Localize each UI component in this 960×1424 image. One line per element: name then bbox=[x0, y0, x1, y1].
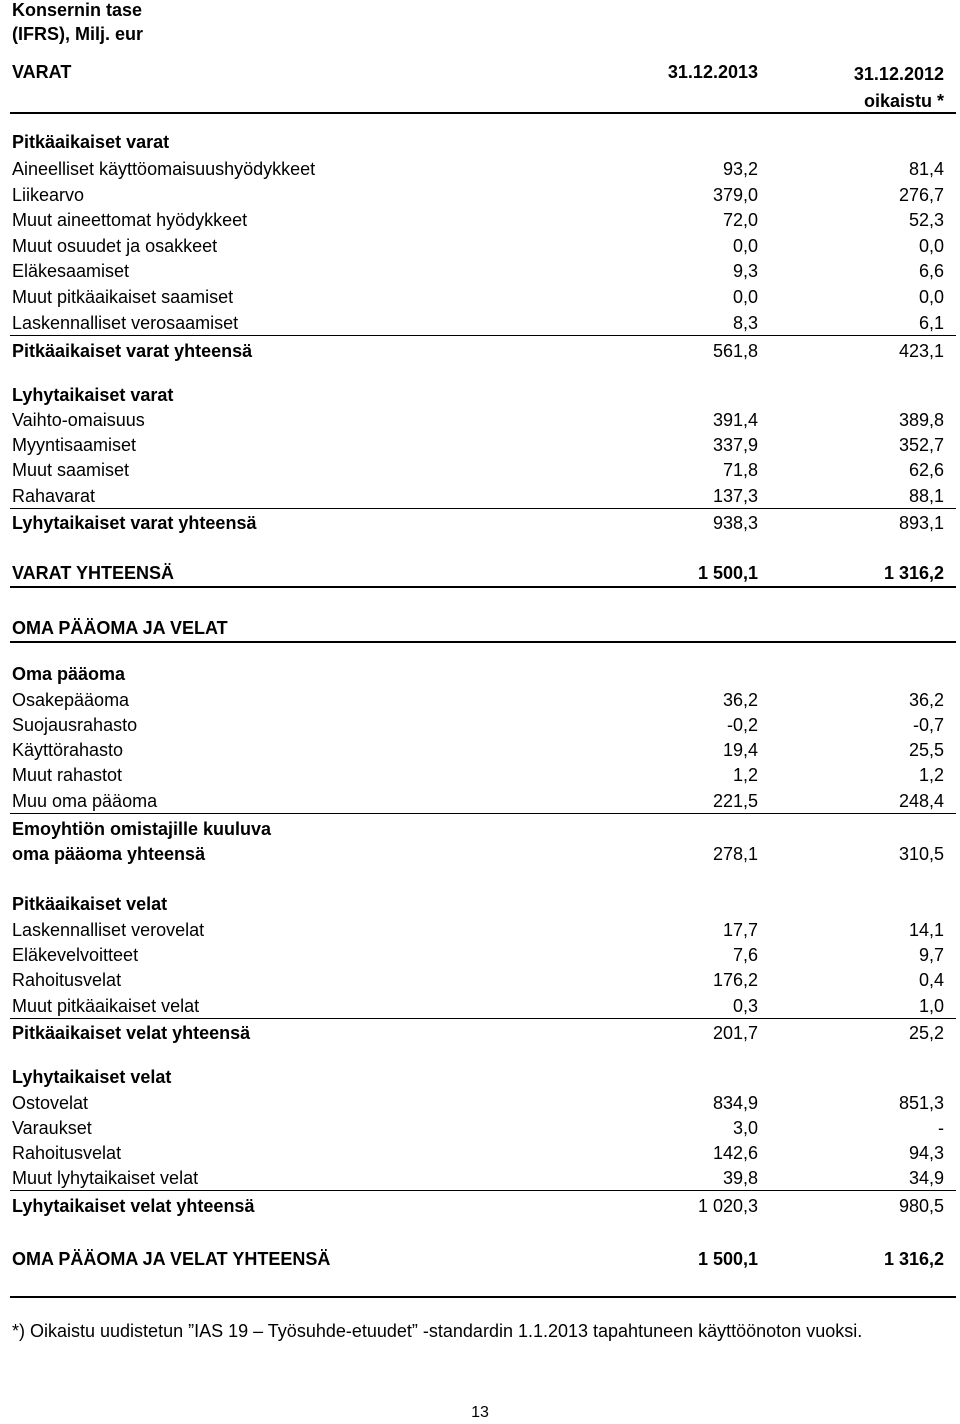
value-2012: 34,9 bbox=[908, 1168, 944, 1188]
value-2013: 93,2 bbox=[722, 159, 758, 179]
header-divider bbox=[10, 112, 956, 114]
row-label: Rahoitusvelat bbox=[12, 1143, 122, 1163]
value-2013: 19,4 bbox=[722, 740, 758, 760]
subtotal-underline bbox=[10, 335, 956, 336]
page-number: 13 bbox=[471, 1404, 489, 1421]
value-2012: 0,0 bbox=[918, 287, 944, 307]
value-2012: 6,1 bbox=[918, 313, 944, 333]
row-label: Vaihto-omaisuus bbox=[12, 410, 145, 430]
value-2012: 1 316,2 bbox=[883, 563, 944, 583]
value-2012: 0,0 bbox=[918, 236, 944, 256]
value-2012: 9,7 bbox=[918, 945, 944, 965]
row-label: Muut pitkäaikaiset saamiset bbox=[12, 287, 234, 307]
row-label: VARAT YHTEENSÄ bbox=[12, 563, 175, 583]
value-2013: 0,0 bbox=[732, 236, 758, 256]
section-rule bbox=[10, 586, 956, 588]
value-2012: 88,1 bbox=[908, 486, 944, 506]
value-2013: 0,3 bbox=[732, 996, 758, 1016]
value-2013: 9,3 bbox=[732, 261, 758, 281]
value-2012: 52,3 bbox=[908, 210, 944, 230]
value-2012: 1 316,2 bbox=[883, 1249, 944, 1269]
value-2012: 980,5 bbox=[898, 1196, 944, 1216]
value-2012: 36,2 bbox=[908, 690, 944, 710]
value-2012: 25,5 bbox=[908, 740, 944, 760]
row-label: Laskennalliset verosaamiset bbox=[12, 313, 239, 333]
value-2013: 39,8 bbox=[722, 1168, 758, 1188]
row-label: OMA PÄÄOMA JA VELAT bbox=[12, 618, 228, 638]
value-2013: 3,0 bbox=[732, 1118, 758, 1138]
row-label: Pitkäaikaiset velat yhteensä bbox=[12, 1023, 251, 1043]
value-2013: 0,0 bbox=[732, 287, 758, 307]
value-2012: 389,8 bbox=[898, 410, 944, 430]
value-2013: -0,2 bbox=[726, 715, 758, 735]
value-2012: 25,2 bbox=[908, 1023, 944, 1043]
value-2012: 62,6 bbox=[908, 460, 944, 480]
subtotal-underline bbox=[10, 1018, 956, 1019]
value-2012: 310,5 bbox=[898, 844, 944, 864]
value-2013: 1 500,1 bbox=[697, 1249, 758, 1269]
subtotal-underline bbox=[10, 1190, 956, 1191]
value-2012: 423,1 bbox=[898, 341, 944, 361]
row-label: Ostovelat bbox=[12, 1093, 89, 1113]
value-2013: 201,7 bbox=[712, 1023, 758, 1043]
bottom-divider bbox=[10, 1296, 956, 1298]
document-subtitle: (IFRS), Milj. eur bbox=[12, 24, 144, 44]
header-col-2012-sub: oikaistu * bbox=[863, 91, 944, 111]
value-2012: 851,3 bbox=[898, 1093, 944, 1113]
row-label: Myyntisaamiset bbox=[12, 435, 137, 455]
row-label: Laskennalliset verovelat bbox=[12, 920, 205, 940]
value-2013: 561,8 bbox=[712, 341, 758, 361]
row-label: Lyhytaikaiset velat yhteensä bbox=[12, 1196, 255, 1216]
value-2012: 248,4 bbox=[898, 791, 944, 811]
row-label: Lyhytaikaiset varat bbox=[12, 385, 174, 405]
row-label: Oma pääoma bbox=[12, 664, 126, 684]
value-2013: 137,3 bbox=[712, 486, 758, 506]
value-2013: 7,6 bbox=[732, 945, 758, 965]
value-2013: 1,2 bbox=[732, 765, 758, 785]
header-col-2013: 31.12.2013 bbox=[667, 62, 758, 82]
row-label: Eläkevelvoitteet bbox=[12, 945, 139, 965]
row-label: Muut saamiset bbox=[12, 460, 130, 480]
value-2013: 36,2 bbox=[722, 690, 758, 710]
value-2012: 893,1 bbox=[898, 513, 944, 533]
row-label: Rahavarat bbox=[12, 486, 96, 506]
value-2013: 337,9 bbox=[712, 435, 758, 455]
value-2013: 834,9 bbox=[712, 1093, 758, 1113]
row-label: Eläkesaamiset bbox=[12, 261, 130, 281]
value-2012: - bbox=[938, 1118, 944, 1138]
header-col-2012: 31.12.2012 bbox=[853, 64, 944, 84]
row-label: Rahoitusvelat bbox=[12, 970, 122, 990]
value-2012: 81,4 bbox=[908, 159, 944, 179]
value-2012: 1,0 bbox=[918, 996, 944, 1016]
value-2012: 94,3 bbox=[908, 1143, 944, 1163]
value-2012: 14,1 bbox=[908, 920, 944, 940]
value-2013: 1 500,1 bbox=[697, 563, 758, 583]
value-2013: 71,8 bbox=[722, 460, 758, 480]
value-2012: -0,7 bbox=[912, 715, 944, 735]
row-label: Liikearvo bbox=[12, 185, 85, 205]
row-label: Muu oma pääoma bbox=[12, 791, 158, 811]
row-label: Lyhytaikaiset varat yhteensä bbox=[12, 513, 257, 533]
row-label: Muut lyhytaikaiset velat bbox=[12, 1168, 199, 1188]
section-rule bbox=[10, 641, 956, 643]
row-label: oma pääoma yhteensä bbox=[12, 844, 206, 864]
row-label: Pitkäaikaiset varat bbox=[12, 132, 170, 152]
row-label: Osakepääoma bbox=[12, 690, 130, 710]
value-2013: 72,0 bbox=[722, 210, 758, 230]
value-2012: 352,7 bbox=[898, 435, 944, 455]
footnote: *) Oikaistu uudistetun ”IAS 19 – Työsuhde-etuudet” -standardin 1.1.2013 tapahtuneen käyttöönoton vuoksi. bbox=[12, 1321, 863, 1341]
value-2012: 0,4 bbox=[918, 970, 944, 990]
row-label: Suojausrahasto bbox=[12, 715, 138, 735]
row-label: Muut osuudet ja osakkeet bbox=[12, 236, 218, 256]
row-label: Aineelliset käyttöomaisuushyödykkeet bbox=[12, 159, 316, 179]
value-2013: 278,1 bbox=[712, 844, 758, 864]
row-label: Emoyhtiön omistajille kuuluva bbox=[12, 819, 272, 839]
value-2013: 938,3 bbox=[712, 513, 758, 533]
value-2013: 8,3 bbox=[732, 313, 758, 333]
value-2013: 142,6 bbox=[712, 1143, 758, 1163]
document-title: Konsernin tase bbox=[12, 0, 143, 20]
value-2012: 276,7 bbox=[898, 185, 944, 205]
subtotal-underline bbox=[10, 508, 956, 509]
value-2013: 391,4 bbox=[712, 410, 758, 430]
value-2013: 379,0 bbox=[712, 185, 758, 205]
value-2012: 6,6 bbox=[918, 261, 944, 281]
value-2012: 1,2 bbox=[918, 765, 944, 785]
row-label: Muut aineettomat hyödykkeet bbox=[12, 210, 248, 230]
value-2013: 17,7 bbox=[722, 920, 758, 940]
row-label: Muut pitkäaikaiset velat bbox=[12, 996, 200, 1016]
header-varat: VARAT bbox=[12, 62, 72, 82]
row-label: Varaukset bbox=[12, 1118, 92, 1138]
row-label: Pitkäaikaiset varat yhteensä bbox=[12, 341, 253, 361]
subtotal-underline bbox=[10, 813, 956, 814]
row-label: OMA PÄÄOMA JA VELAT YHTEENSÄ bbox=[12, 1249, 331, 1269]
row-label: Pitkäaikaiset velat bbox=[12, 894, 168, 914]
row-label: Lyhytaikaiset velat bbox=[12, 1067, 172, 1087]
value-2013: 176,2 bbox=[712, 970, 758, 990]
row-label: Käyttörahasto bbox=[12, 740, 124, 760]
value-2013: 1 020,3 bbox=[697, 1196, 758, 1216]
row-label: Muut rahastot bbox=[12, 765, 123, 785]
value-2013: 221,5 bbox=[712, 791, 758, 811]
